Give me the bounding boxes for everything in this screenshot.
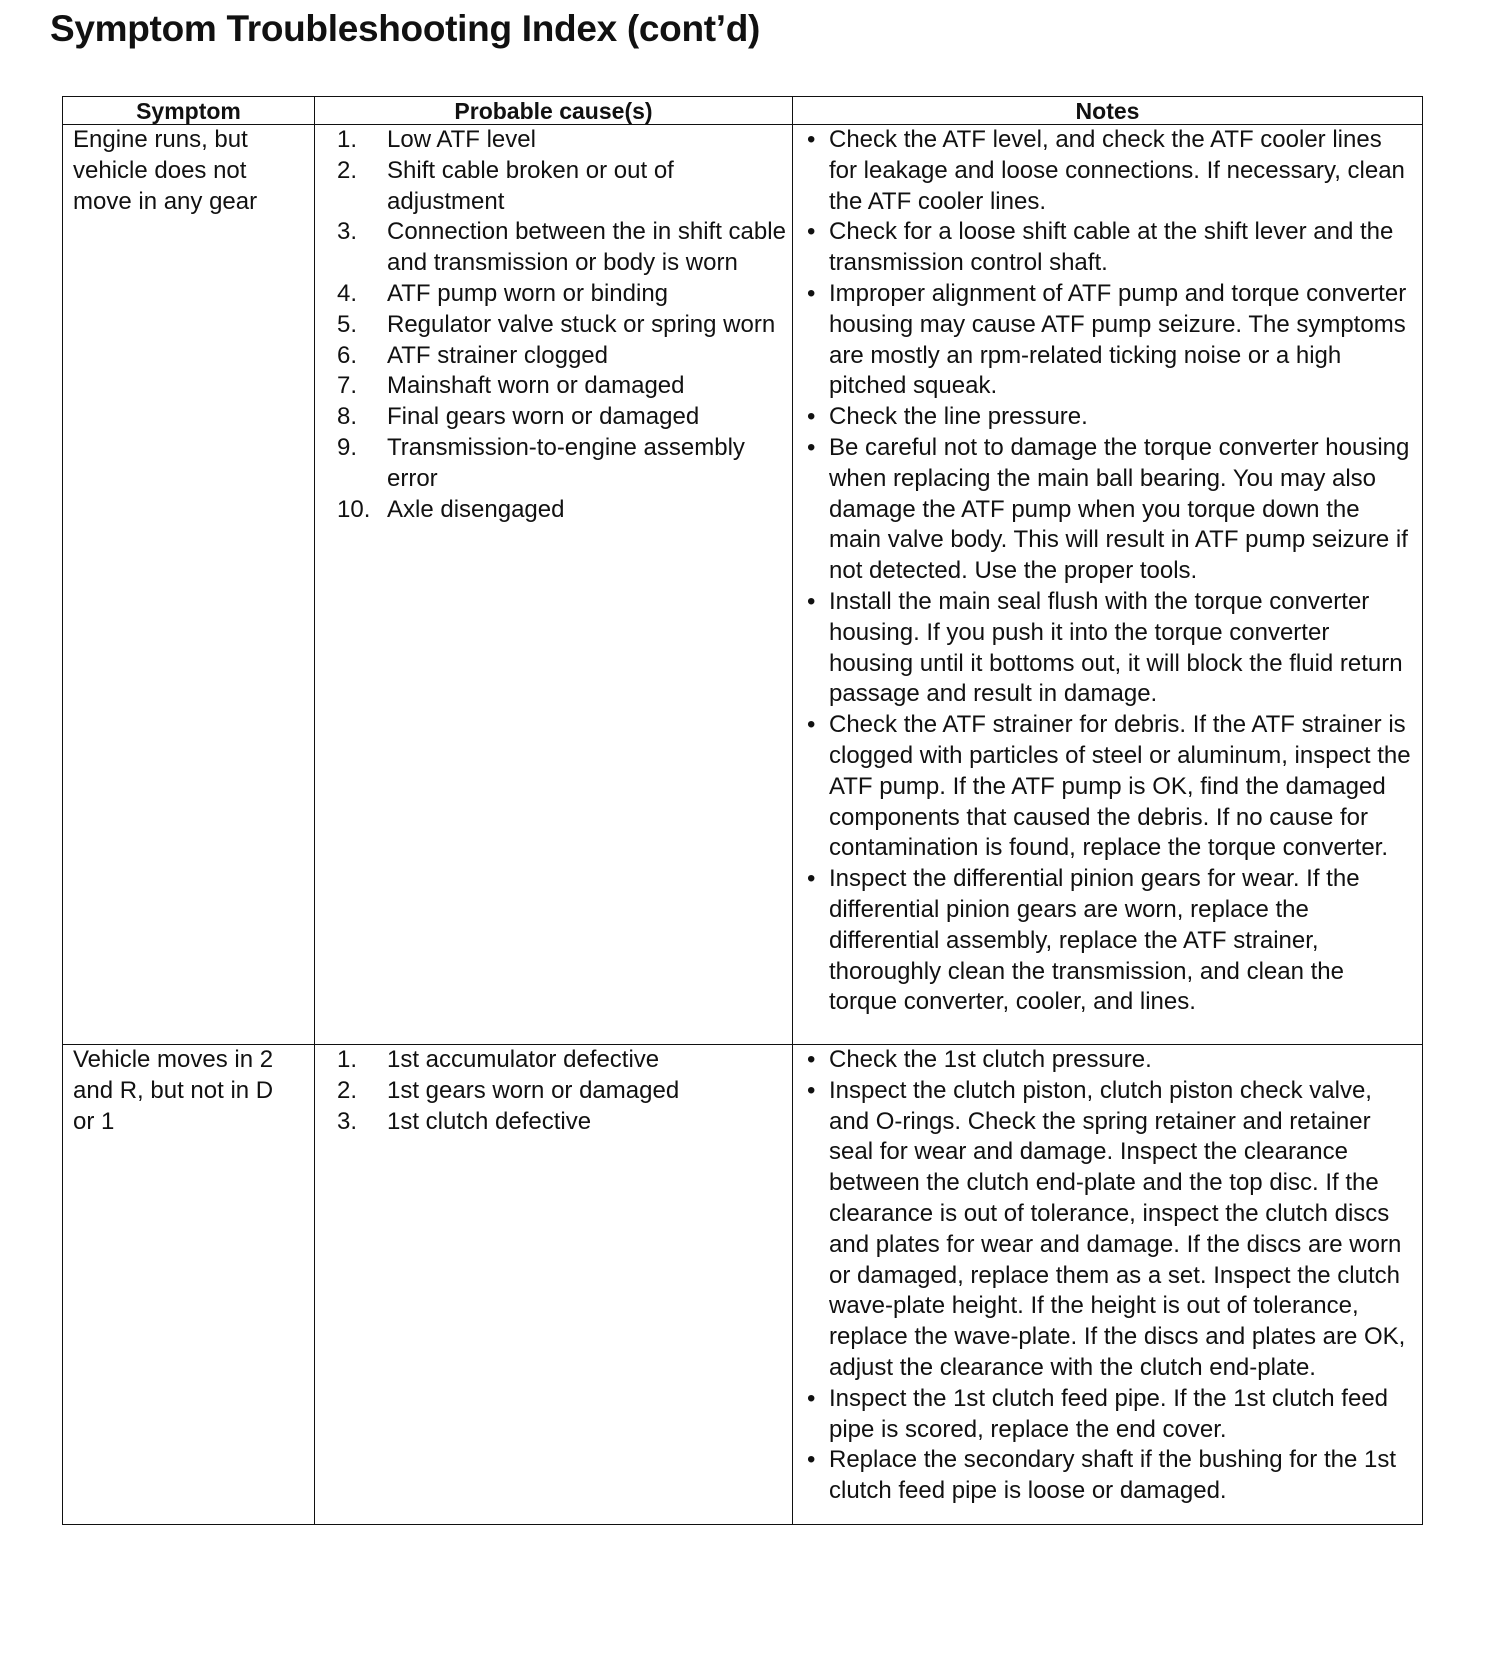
- bullet-icon: •: [807, 433, 816, 461]
- cause-item: [325, 1045, 786, 1076]
- header-probable-causes: Probable cause(s): [315, 97, 793, 125]
- bullet-icon: •: [807, 1076, 816, 1104]
- note-item: [803, 1445, 1416, 1507]
- cause-item: [325, 371, 786, 402]
- note-text: Replace the secondary shaft if the bushing for the 1st clutch feed pipe is loose or damaged.: [829, 1446, 1397, 1505]
- causes-list: [325, 1045, 786, 1137]
- note-item: [803, 279, 1416, 402]
- notes-list: [803, 1045, 1416, 1507]
- note-text: Check for a loose shift cable at the shift lever and the transmission control shaft.: [829, 218, 1394, 277]
- cause-number: 3.: [337, 1107, 358, 1135]
- symptom-text: Engine runs, but vehicle does not move in any gear: [73, 126, 258, 215]
- cause-number: 2.: [337, 156, 358, 184]
- cause-text: 1st clutch defective: [387, 1107, 592, 1135]
- symptom-cell: [63, 125, 315, 1045]
- cause-number: 5.: [337, 310, 358, 338]
- note-item: [803, 402, 1416, 433]
- note-text: Inspect the differential pinion gears for wear. If the differential pinion gears are worn, replace the differential assembly, replace the ATF strainer, thoroughly clean the transmission, and clean the torque converter, cooler, and lines.: [829, 865, 1360, 1016]
- notes-list: [803, 125, 1416, 1018]
- note-item: [803, 125, 1416, 217]
- note-text: Be careful not to damage the torque converter housing when replacing the main ball bearing. You may also damage the ATF pump when you torque down the main valve body. This will result in ATF pump seizure if not detected. Use the proper tools.: [829, 433, 1410, 585]
- note-item: [803, 1384, 1416, 1446]
- cause-number: 4.: [337, 279, 358, 307]
- cause-item: [325, 1107, 786, 1138]
- cause-number: 6.: [337, 341, 358, 369]
- bullet-icon: •: [807, 126, 816, 153]
- causes-list: [325, 125, 786, 525]
- bullet-icon: •: [807, 1446, 816, 1474]
- cause-number: 7.: [337, 372, 358, 400]
- cause-item: [325, 433, 786, 495]
- bullet-icon: •: [807, 218, 816, 246]
- cause-number: 1.: [337, 1046, 358, 1073]
- cause-text: ATF strainer clogged: [387, 341, 608, 369]
- cause-text: 1st gears worn or damaged: [387, 1076, 680, 1104]
- cause-number: 8.: [337, 403, 358, 431]
- note-item: [803, 587, 1416, 710]
- troubleshooting-table: [62, 96, 1423, 1525]
- cause-text: Regulator valve stuck or spring worn: [387, 310, 776, 338]
- cause-item: [325, 217, 786, 279]
- cause-item: [325, 1076, 786, 1107]
- cause-text: Shift cable broken or out of adjustment: [387, 156, 674, 215]
- note-text: Install the main seal flush with the torque converter housing. If you push it into the torque converter housing until it bottoms out, it will block the fluid return passage and result in damage.: [829, 587, 1403, 708]
- table-header-row: [63, 97, 1423, 125]
- bullet-icon: •: [807, 587, 816, 615]
- note-text: Check the ATF level, and check the ATF cooler lines for leakage and loose connections. If necessary, clean the ATF cooler lines.: [829, 126, 1405, 215]
- bullet-icon: •: [807, 1046, 816, 1073]
- symptom-cell: [63, 1045, 315, 1525]
- header-symptom: Symptom: [63, 97, 315, 125]
- cause-item: [325, 125, 786, 156]
- note-text: Check the line pressure.: [829, 403, 1088, 431]
- bullet-icon: •: [807, 279, 816, 307]
- note-text: Inspect the clutch piston, clutch piston check valve, and O-rings. Check the spring retainer and retainer seal for wear and damage. Inspect the clearance between the clutch end-plate and the top disc. If the clearance is out of tolerance, inspect the clutch discs and plates for wear and damage. If the discs are worn or damaged, replace them as a set. Inspect the clutch wave-plate height. If the height is out of tolerance, replace the wave-plate. If the discs and plates are OK, adjust the clearance with the clutch end-plate.: [829, 1076, 1406, 1381]
- cause-item: [325, 156, 786, 218]
- note-text: Check the 1st clutch pressure.: [829, 1046, 1152, 1073]
- cause-item: [325, 279, 786, 310]
- cause-text: Low ATF level: [387, 126, 536, 153]
- cause-item: [325, 402, 786, 433]
- cause-number: 2.: [337, 1076, 358, 1104]
- note-item: [803, 1076, 1416, 1384]
- table-row: [63, 125, 1423, 1045]
- cause-item: [325, 341, 786, 372]
- cause-number: 3.: [337, 218, 358, 246]
- causes-cell: [315, 125, 793, 1045]
- bullet-icon: •: [807, 1384, 816, 1412]
- note-item: [803, 710, 1416, 864]
- cause-number: 9.: [337, 433, 358, 461]
- cause-text: Connection between the in shift cable and transmission or body is worn: [387, 218, 786, 277]
- cause-text: ATF pump worn or binding: [387, 279, 669, 307]
- cause-item: [325, 310, 786, 341]
- bullet-icon: •: [807, 711, 816, 739]
- table-row: [63, 1045, 1423, 1525]
- note-text: Check the ATF strainer for debris. If the ATF strainer is clogged with particles of steel or aluminum, inspect the ATF pump. If the ATF pump is OK, find the damaged components that caused the debris. If no cause for contamination is found, replace the torque converter.: [829, 711, 1411, 862]
- note-item: [803, 1045, 1416, 1076]
- notes-cell: [793, 125, 1423, 1045]
- symptom-text: Vehicle moves in 2 and R, but not in D or 1: [73, 1046, 274, 1135]
- cause-text: Final gears worn or damaged: [387, 403, 700, 431]
- causes-cell: [315, 1045, 793, 1525]
- cause-item: [325, 495, 786, 526]
- note-item: [803, 864, 1416, 1018]
- note-text: Inspect the 1st clutch feed pipe. If the 1st clutch feed pipe is scored, replace the end cover.: [829, 1384, 1389, 1443]
- header-notes: Notes: [793, 97, 1423, 125]
- cause-text: 1st accumulator defective: [387, 1046, 660, 1073]
- cause-number: 1.: [337, 126, 358, 153]
- cause-text: Transmission-to-engine assembly error: [387, 433, 745, 492]
- cause-text: Mainshaft worn or damaged: [387, 372, 685, 400]
- note-text: Improper alignment of ATF pump and torque converter housing may cause ATF pump seizure. The symptoms are mostly an rpm-related ticking noise or a high pitched squeak.: [829, 279, 1407, 400]
- notes-cell: [793, 1045, 1423, 1525]
- page-title: Symptom Troubleshooting Index (cont’d): [50, 8, 761, 49]
- bullet-icon: •: [807, 403, 816, 431]
- cause-text: Axle disengaged: [387, 495, 565, 523]
- note-item: [803, 217, 1416, 279]
- note-item: [803, 433, 1416, 587]
- bullet-icon: •: [807, 865, 816, 893]
- cause-number: 10.: [337, 495, 371, 523]
